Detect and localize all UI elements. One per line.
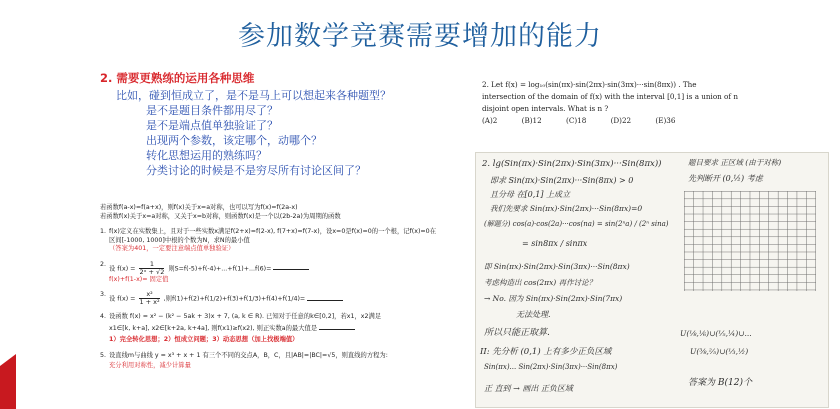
formula-prefix: 设 f(x) = <box>109 265 136 272</box>
answer-blank <box>273 264 309 270</box>
problem-number: 3. <box>100 291 107 298</box>
problem-number: 1. <box>100 228 107 235</box>
handwritten-solution-photo <box>475 152 829 408</box>
handwriting-line: U(⅛,⅙)∪(⅕,¼)∪... <box>680 329 752 338</box>
question-item: 转化思想运用的熟练吗？ <box>146 149 267 162</box>
fraction <box>139 291 159 306</box>
answer-choices <box>482 115 822 127</box>
handwriting-line: 2. lg(Sin(πx)·Sin(2πx)·Sin(3πx)···Sin(8πx)) <box>482 159 662 169</box>
problem-number: 4. <box>100 313 107 320</box>
problem-1 <box>100 228 440 254</box>
problem-text: 设函数 f(x) = x² − (k² − 5ak + 3)x + 7, (a, k ∈ R). 已知对于任意的k∈[0,2]，若x1，x2满足 <box>109 313 382 320</box>
sign-chart-grid <box>684 191 816 291</box>
problem-2 <box>100 261 440 285</box>
problem-5 <box>100 352 440 371</box>
question-item: 是不是端点值单独验证了？ <box>146 119 278 132</box>
left-column <box>100 70 440 371</box>
problem-text: f(x)定义在实数集上，且对于一些实数x满足f(2+x)=f(2-x), f(7+x)=f(7-x)，设x=0是f(x)=0的一个根，记f(x)=0在区间[-1000, 1000]中根的个数为N，求N的最小值 <box>109 228 436 244</box>
handwriting-line: 考虑构造出 cos(2πx) 再作讨论？ <box>484 278 597 287</box>
intro-line: 比如，碰到恒成立了，是不是马上可以想起来各种题型？ <box>116 89 391 102</box>
answer-blank <box>319 324 355 330</box>
corner-decoration <box>0 354 16 409</box>
problem-note: （答案为401，一定要注意端点值单独验证） <box>109 245 235 252</box>
handwriting-line: (解题分) cos(a)·cos(2a)···cos(na) = sin(2ⁿa) / (2ⁿ sina) <box>484 220 669 228</box>
question-item: 是不是题目条件都用尽了？ <box>146 104 278 117</box>
problem-text: ,则f(1)+f(2)+f(1/2)+f(3)+f(1/3)+f(4)+f(1/4)= <box>163 295 306 303</box>
problem-line: disjoint open intervals. What is n ? <box>482 104 609 113</box>
formula-prefix: 设 f(x) = <box>109 295 136 303</box>
handwriting-line: = sin8πx / sinπx <box>522 239 588 248</box>
problem-note: 充分利用对称性，减少计算量 <box>109 362 191 369</box>
handwriting-line: 我们先要求 Sin(πx)·Sin(2πx)···Sin(8πx)=0 <box>490 204 643 213</box>
fraction <box>139 261 164 276</box>
choice-e: (E)36 <box>655 116 676 125</box>
question-item: 出现两个参数，该定哪个，动哪个？ <box>146 134 322 147</box>
handwriting-line: 无法处理. <box>516 310 551 319</box>
answer-blank <box>307 295 343 301</box>
problem-4 <box>100 313 440 345</box>
problem-line: intersection of the domain of f(x) with the interval [0,1] is a union of n <box>482 92 738 101</box>
problem-number: 2. <box>100 260 107 268</box>
problem-text: 则S=f(-5)+f(-4)+...+f(1)+...f(6)= <box>168 265 272 272</box>
problem-number: 5. <box>100 351 107 359</box>
problem-3 <box>100 291 440 306</box>
page-title: 参加数学竞赛需要增加的能力 <box>238 21 602 52</box>
handwriting-line: U(⅜,⅖)∪(⅓,½) <box>690 347 749 356</box>
fraction-numerator: x² <box>146 290 153 298</box>
handwriting-line: 先判断开 (0,½) 考虑 <box>688 174 763 183</box>
fact-block <box>100 204 440 221</box>
problem-text-2: x1∈[k, k+a], x2∈[k+2a, k+4a], 则f(x1)≥f(x2), 则正实数a的最大值是 <box>109 324 318 332</box>
english-problem <box>482 79 822 127</box>
problem-note: 1）完全转化思想；2）恒成立问题；3）动态思想（加上找极端值） <box>109 336 299 343</box>
fact-line: 若函数f(x)关于x=a对称，又关于x=b对称，则函数f(x)是一个以(2b-2a)为周期的函数 <box>100 212 341 220</box>
choice-c: (C)18 <box>566 116 587 125</box>
handwriting-line: Sin(πx)... Sin(2πx)·Sin(3πx)···Sin(8πx) <box>484 363 618 371</box>
fraction-denominator: 2ˣ + √2 <box>139 267 165 276</box>
choice-d: (D)22 <box>610 116 632 125</box>
choice-b: (B)12 <box>521 116 542 125</box>
fraction-denominator: 1 + x² <box>139 298 160 306</box>
handwriting-line: 所以只能正取算. <box>484 328 550 338</box>
problem-text: 设直线m与曲线 y = x³ + x + 1 有三个不同的交点A，B，C，且|AB|=|BC|=√5，则直线的方程为: <box>109 351 388 359</box>
handwriting-line: 题目要求 正区域 (由于对称) <box>688 158 782 167</box>
handwriting-line: 即 Sin(πx)·Sin(2πx)·Sin(3πx)···Sin(8πx) <box>484 262 630 271</box>
fraction-numerator: 1 <box>149 259 154 268</box>
handwriting-line: 即求 Sin(πx)·Sin(2πx)···Sin(8πx) > 0 <box>490 176 634 185</box>
fact-line: 若函数f(a-x)=f(a+x)，则f(x)关于x=a对称，也可以写为f(x)=f(2a-x) <box>100 204 298 211</box>
handwriting-line: 正 直到 → 画出 正负区域 <box>484 384 573 393</box>
handwriting-line: 且分母 在[0,1] 上成立 <box>490 190 571 199</box>
question-item: 分类讨论的时候是不是穷尽所有讨论区间了？ <box>146 164 366 177</box>
choice-a: (A)2 <box>482 116 498 125</box>
problem-note: f(x)+f(1-x)= 固定值 <box>109 275 169 283</box>
handwriting-line: II: 先分析 (0,1) 上有多少正负区域 <box>480 347 612 357</box>
handwriting-line: 答案为 B(12)个 <box>688 378 752 388</box>
problem-line: 2. Let f(x) = log₁₀(sin(πx)·sin(2πx)·sin(3πx)···sin(8πx)) . The <box>482 80 697 89</box>
question-list <box>100 103 440 178</box>
section-heading: 2. 需要更熟练的运用各种思维 <box>100 71 255 85</box>
handwriting-line: → No. 因为 Sin(πx)·Sin(2πx)·Sin(7πx) <box>484 294 623 303</box>
